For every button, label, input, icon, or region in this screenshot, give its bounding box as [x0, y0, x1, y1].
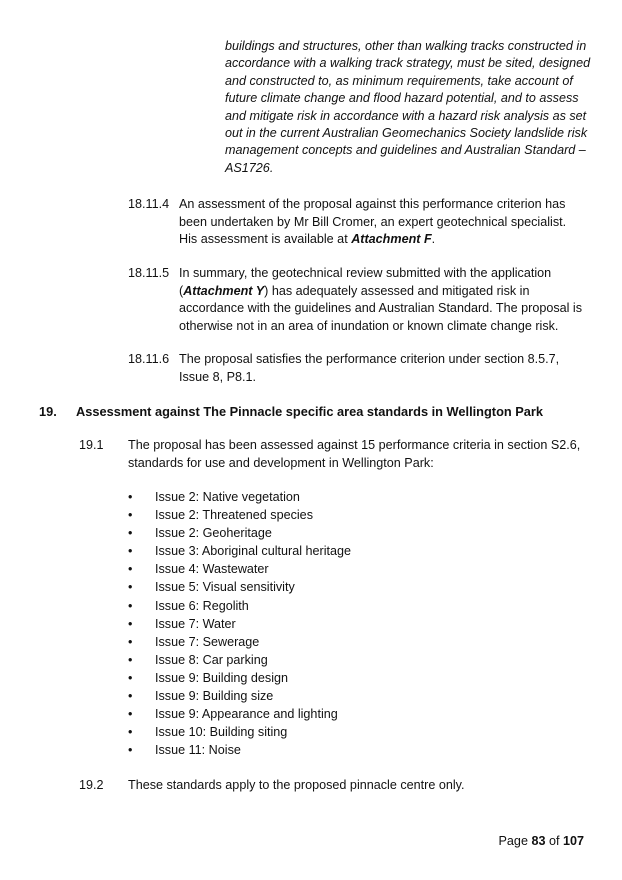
- current-page: 83: [531, 834, 546, 848]
- attachment-f-reference: Attachment F: [351, 232, 432, 247]
- list-item: [128, 615, 351, 633]
- paragraph-number-19-1: 19.1: [79, 438, 104, 452]
- list-item: [128, 723, 351, 741]
- section-number-19: 19.: [39, 404, 57, 419]
- bullet: •: [128, 689, 133, 704]
- issue-label: Issue 4: Wastewater: [155, 562, 269, 577]
- page-separator: of: [545, 834, 563, 848]
- list-item: [128, 687, 351, 705]
- bullet: •: [128, 707, 133, 722]
- list-item: [128, 524, 351, 542]
- bullet: •: [128, 490, 133, 504]
- bullet: •: [128, 725, 133, 740]
- issue-label: Issue 2: Threatened species: [155, 508, 313, 523]
- issue-label: Issue 6: Regolith: [155, 598, 249, 613]
- bullet: •: [128, 598, 133, 613]
- page-number-footer: [499, 834, 584, 848]
- list-item: [128, 651, 351, 669]
- list-item: [128, 488, 351, 506]
- paragraph-18-11-5: [179, 265, 589, 335]
- attachment-y-reference: Attachment Y: [183, 283, 265, 298]
- bullet: •: [128, 544, 133, 559]
- bullet: •: [128, 562, 133, 577]
- issue-label: Issue 7: Water: [155, 616, 236, 631]
- list-item: [128, 542, 351, 560]
- list-item: [128, 506, 351, 524]
- list-item: [128, 560, 351, 578]
- total-pages: 107: [562, 834, 584, 848]
- paragraph-text-end: .: [431, 232, 436, 247]
- paragraph-number-18-11-6: 18.11.6: [128, 352, 170, 366]
- list-item: [128, 597, 351, 615]
- list-item: [128, 741, 351, 759]
- paragraph-text-end: ) has adequately assessed and mitigated risk in accordance with the guidelines and Australian Standard. The proposal is otherwise not in an area of inundation or known climate change risk.: [179, 283, 583, 333]
- issue-label: Issue 9: Appearance and lighting: [155, 707, 338, 722]
- paragraph-text: In summary, the geotechnical review submitted with the application (: [179, 266, 552, 298]
- paragraph-number-18-11-4: 18.11.4: [128, 197, 170, 211]
- paragraph-19-2: These standards apply to the proposed pinnacle centre only.: [128, 778, 465, 792]
- bullet: •: [128, 508, 133, 523]
- bullet: •: [128, 526, 133, 541]
- issue-label: Issue 5: Visual sensitivity: [155, 580, 295, 595]
- issue-label: Issue 7: Sewerage: [155, 634, 260, 649]
- issue-label: Issue 10: Building siting: [155, 725, 288, 740]
- bullet: •: [128, 670, 133, 685]
- issue-label: Issue 2: Geoheritage: [155, 526, 272, 541]
- issue-label: Issue 9: Building design: [155, 670, 289, 685]
- page-prefix: Page: [498, 834, 532, 848]
- list-item: [128, 669, 351, 687]
- quoted-standard: buildings and structures, other than walking tracks constructed in accordance with a walking track strategy, must be sited, designed and constructed to, as minimum requirements, take account of future climate change and flood hazard potential, and to assess and mitigate risk in accordance with a hazard risk analysis as set out in the current Australian Geomechanics Society landslide risk management concepts and guidelines and Australian Standard –AS1726.: [225, 39, 591, 175]
- list-item: [128, 633, 351, 651]
- section-heading: Assessment against The Pinnacle specific area standards in Wellington Park: [76, 404, 544, 419]
- issue-label: Issue 11: Noise: [155, 743, 241, 758]
- issue-label: Issue 3: Aboriginal cultural heritage: [155, 544, 352, 559]
- paragraph-18-11-4: [179, 196, 574, 249]
- list-item: [128, 705, 351, 723]
- issues-list: [128, 488, 351, 759]
- paragraph-number-19-2: 19.2: [79, 778, 104, 792]
- paragraph-18-11-6: The proposal satisfies the performance criterion under section 8.5.7, Issue 8, P8.1.: [179, 352, 560, 384]
- bullet: •: [128, 652, 133, 667]
- issue-label: Issue 9: Building size: [155, 689, 274, 704]
- bullet: •: [128, 634, 133, 649]
- paragraph-text: An assessment of the proposal against this performance criterion has been undertaken by Mr Bill Cromer, an expert geotechnical specialist. His assessment is available at: [179, 197, 567, 247]
- list-item: [128, 578, 351, 596]
- bullet: •: [128, 743, 133, 758]
- paragraph-number-18-11-5: 18.11.5: [128, 266, 170, 280]
- bullet: •: [128, 580, 133, 595]
- bullet: •: [128, 616, 133, 631]
- paragraph-19-1: The proposal has been assessed against 15 performance criteria in section S2.6, standards for use and development in Wellington Park:: [128, 438, 581, 470]
- issue-label: Issue 2: Native vegetation: [155, 490, 300, 504]
- issue-label: Issue 8: Car parking: [155, 652, 268, 667]
